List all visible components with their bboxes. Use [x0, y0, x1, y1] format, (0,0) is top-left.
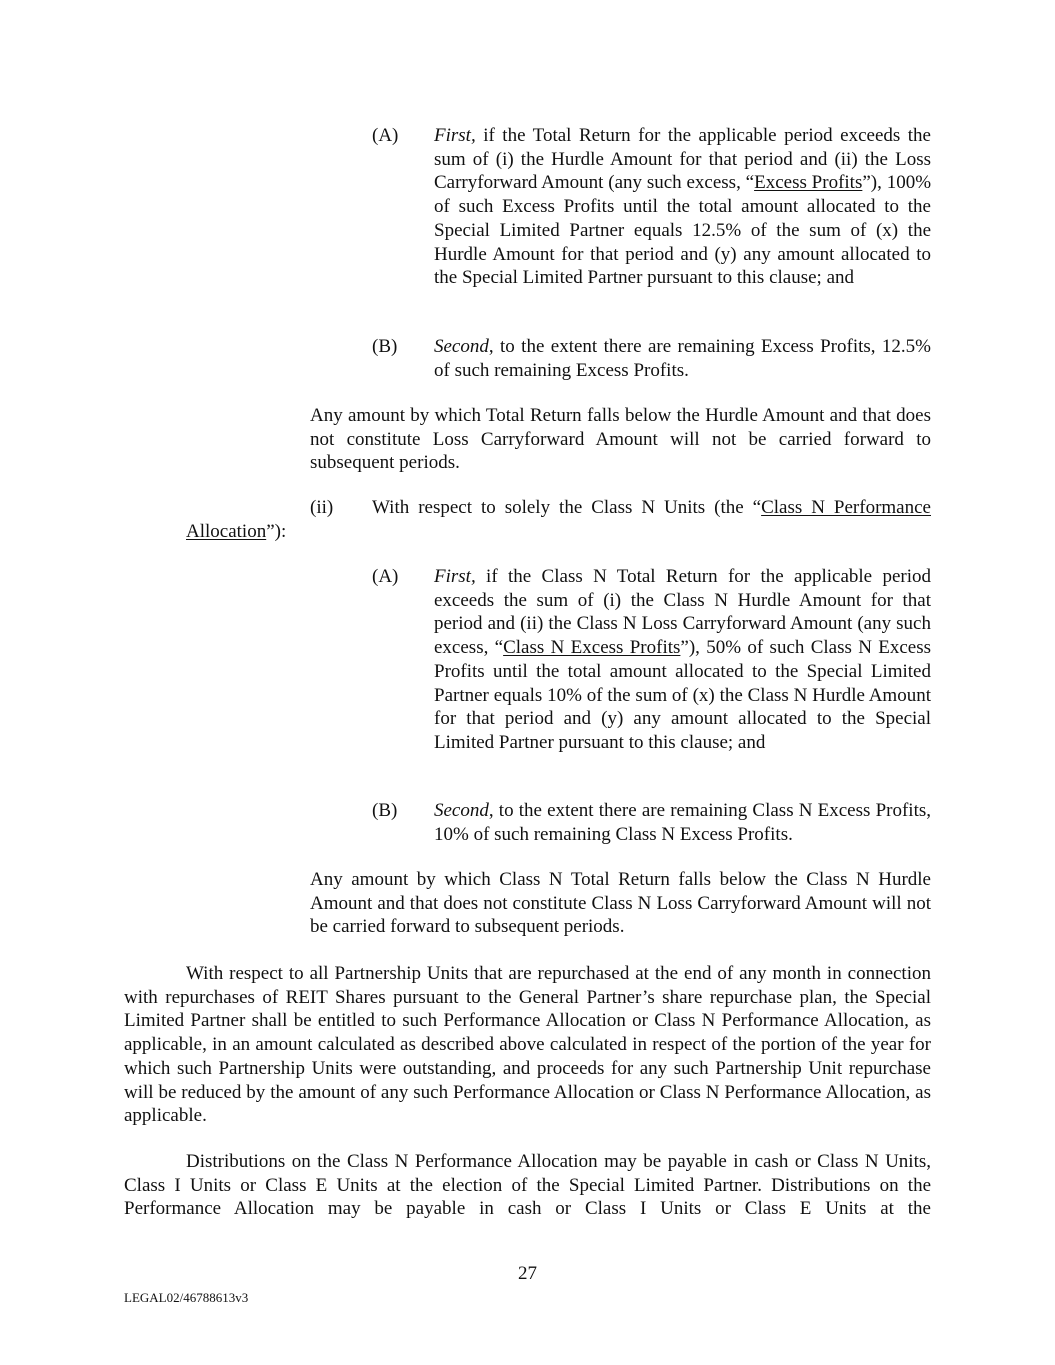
clause-label: (ii) [310, 497, 334, 518]
text-segment: if the Class N Total Return for the applicable period exceeds the sum of (i) the Class N Hurdle Amount for that period and (ii) the Class N Loss Carryforward Amount (any such excess, “ [434, 566, 931, 659]
emphasis-text: Second [434, 336, 489, 357]
text-segment: ”), 100% of such Excess Profits until the total amount allocated to the Special Limited Partner equals 12.5% of the sum of (x) the Hurdle Amount for that period and (y) any amount allocated to the Special Limited Partner pursuant to this clause; and [434, 172, 932, 289]
clause-label: (B) [372, 336, 398, 357]
defined-term: Class N Performance Allocation [186, 497, 931, 542]
emphasis-text: Second [434, 800, 489, 821]
text-segment: , to the extent there are remaining Excess Profits, 12.5% of such remaining Excess Profits. [434, 336, 931, 381]
distributions-paragraph [124, 1150, 931, 1221]
page-number: 27 [518, 1263, 537, 1284]
carryforward-note-1 [310, 404, 931, 475]
text-segment: Any amount by which Total Return falls below the Hurdle Amount and that does not constitute Loss Carryforward Amount will not be carried forward to subsequent periods. [310, 405, 931, 474]
text-segment: if the Total Return for the applicable period exceeds the sum of (i) the Hurdle Amount for that period and (ii) the Loss Carryforward Amount (any such excess, “ [434, 125, 931, 194]
emphasis-text: First, [434, 566, 476, 587]
repurchase-paragraph [124, 962, 931, 1128]
clause-b-2 [434, 799, 931, 846]
defined-term: Class N Excess Profits [503, 637, 681, 659]
clause-label: (A) [372, 566, 399, 587]
defined-term: Excess Profits [754, 172, 863, 194]
emphasis-text: First, [434, 125, 476, 146]
clause-a-1 [434, 124, 931, 290]
text-segment: ”), 50% of such Class N Excess Profits until the total amount allocated to the Special Limited Partner equals 10% of the sum of (x) the Class N Hurdle Amount for that period and (y) any amount allocated to the Special Limited Partner pursuant to this clause; and [434, 637, 932, 753]
text-segment: Any amount by which Class N Total Return falls below the Class N Hurdle Amount and that does not constitute Class N Loss Carryforward Amount will not be carried forward to subsequent periods. [310, 869, 931, 938]
clause-b-1 [434, 335, 931, 382]
clause-a-2 [434, 565, 931, 755]
text-segment: , to the extent there are remaining Class N Excess Profits, 10% of such remaining Class N Excess Profits. [434, 800, 931, 845]
document-id-footer: LEGAL02/46788613v3 [124, 1290, 249, 1305]
text-segment: With respect to solely the Class N Units (the “ [372, 497, 762, 518]
carryforward-note-2 [310, 868, 931, 939]
text-segment: With respect to all Partnership Units that are repurchased at the end of any month in connection with repurchases of REIT Shares pursuant to the General Partner’s share repurchase plan, the Special Limited Partner shall be entitled to such Performance Allocation or Class N Performance Allocation, as applicable, in an amount calculated as described above calculated in respect of the portion of the year for which such Partnership Units were outstanding, and proceeds for any such Partnership Unit repurchase will be reduced by the amount of any such Performance Allocation or Class N Performance Allocation, as applicable. [124, 963, 931, 1127]
clause-label: (A) [372, 125, 399, 146]
clause-ii [186, 496, 931, 543]
text-segment: ”): [266, 520, 287, 542]
text-segment: Distributions on the Class N Performance Allocation may be payable in cash or Class N Units, Class I Units or Class E Units at the election of the Special Limited Partner. Distributions on the Performance Allocation may be payable in cash or Class I Units or Class E Units at the [124, 1151, 931, 1220]
clause-label: (B) [372, 800, 398, 821]
